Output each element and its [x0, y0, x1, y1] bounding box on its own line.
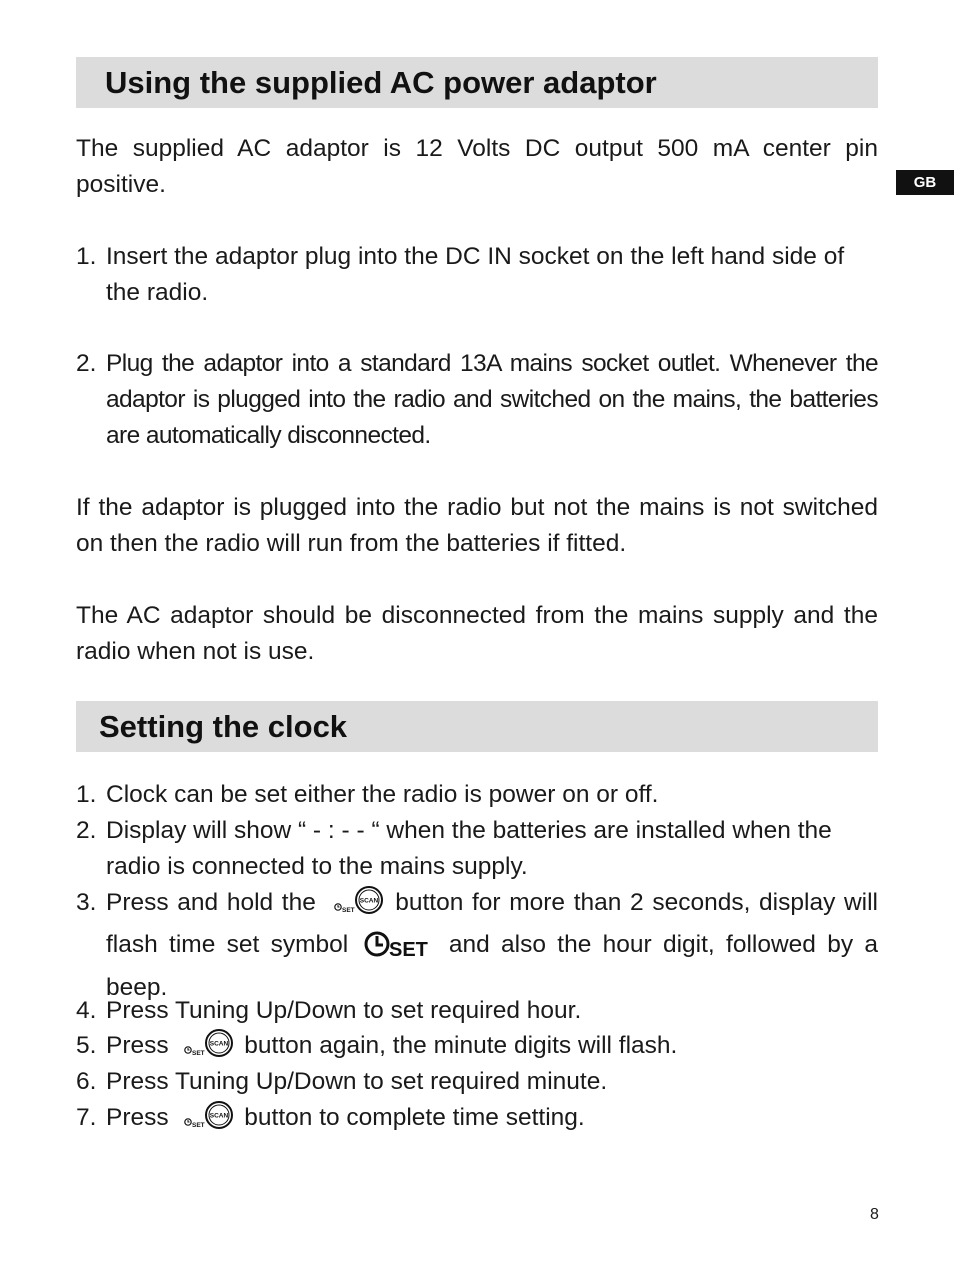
step-text-b: button again, the minute digits will flash.: [244, 1032, 678, 1059]
step-number: 2.: [76, 350, 97, 377]
step-text: Press Tuning Up/Down to set required minute.: [106, 1068, 608, 1095]
adaptor-step-1: [76, 239, 878, 311]
step-text-c: and also the hour digit, followed by a beep.: [106, 931, 879, 1001]
section-heading-ac-adaptor: Using the supplied AC power adaptor: [76, 57, 878, 108]
page-number: 8: [870, 1206, 879, 1223]
adaptor-batteries-paragraph: If the adaptor is plugged into the radio but not the mains is not switched on then the radio will run from the batteries if fitted.: [76, 494, 878, 557]
step-text-a: Press: [106, 1104, 169, 1131]
step-text: Insert the adaptor plug into the DC IN socket on the left hand side of the radio.: [106, 243, 845, 306]
svg-text:SET: SET: [388, 939, 428, 959]
step-number: 5.: [76, 1032, 97, 1059]
step-text-b: button for more than 2 seconds, display will flash time set symbol: [106, 889, 878, 958]
svg-text:SET: SET: [341, 907, 355, 914]
clock-step-3: [76, 885, 878, 1006]
clock-scan-button-icon: [333, 886, 383, 927]
step-text: Plug the adaptor into a standard 13A mains socket outlet. Whenever the adaptor is plugged into the radio and switched on the mains, the batteries are automatically disconnected.: [106, 350, 878, 449]
svg-text:SET: SET: [192, 1050, 206, 1057]
svg-text:SCAN: SCAN: [210, 1040, 229, 1048]
step-text: Display will show “ - : - - “ when the batteries are installed when the radio is connected to the mains supply.: [106, 817, 832, 880]
section-heading-setting-clock: Setting the clock: [76, 701, 878, 752]
language-tab: GB: [896, 170, 954, 195]
clock-step-7: [76, 1100, 878, 1142]
clock-step-6: [76, 1064, 878, 1100]
step-text: Press Tuning Up/Down to set required hour.: [106, 997, 582, 1024]
adaptor-disconnect-paragraph: The AC adaptor should be disconnected from the mains supply and the radio when not is use.: [76, 602, 878, 665]
step-number: 3.: [76, 889, 97, 916]
step-text-a: Press: [106, 1032, 169, 1059]
adaptor-intro-paragraph: The supplied AC adaptor is 12 Volts DC output 500 mA center pin positive.: [76, 135, 878, 198]
step-number: 7.: [76, 1104, 97, 1131]
clock-step-2: [76, 813, 878, 885]
clock-scan-button-icon: [183, 1101, 233, 1142]
step-text-a: Press and hold the: [106, 889, 316, 916]
time-set-symbol-icon: [364, 929, 432, 970]
svg-text:SCAN: SCAN: [210, 1112, 229, 1120]
step-text: Clock can be set either the radio is power on or off.: [106, 781, 659, 808]
step-number: 1.: [76, 243, 97, 270]
clock-step-1: [76, 777, 878, 813]
step-number: 2.: [76, 817, 97, 844]
svg-text:SET: SET: [192, 1122, 206, 1129]
clock-step-4: [76, 993, 878, 1029]
step-number: 6.: [76, 1068, 97, 1095]
svg-text:SCAN: SCAN: [359, 897, 378, 905]
adaptor-step-2: [76, 346, 878, 454]
step-number: 1.: [76, 781, 97, 808]
step-number: 4.: [76, 997, 97, 1024]
step-text-b: button to complete time setting.: [244, 1104, 585, 1131]
